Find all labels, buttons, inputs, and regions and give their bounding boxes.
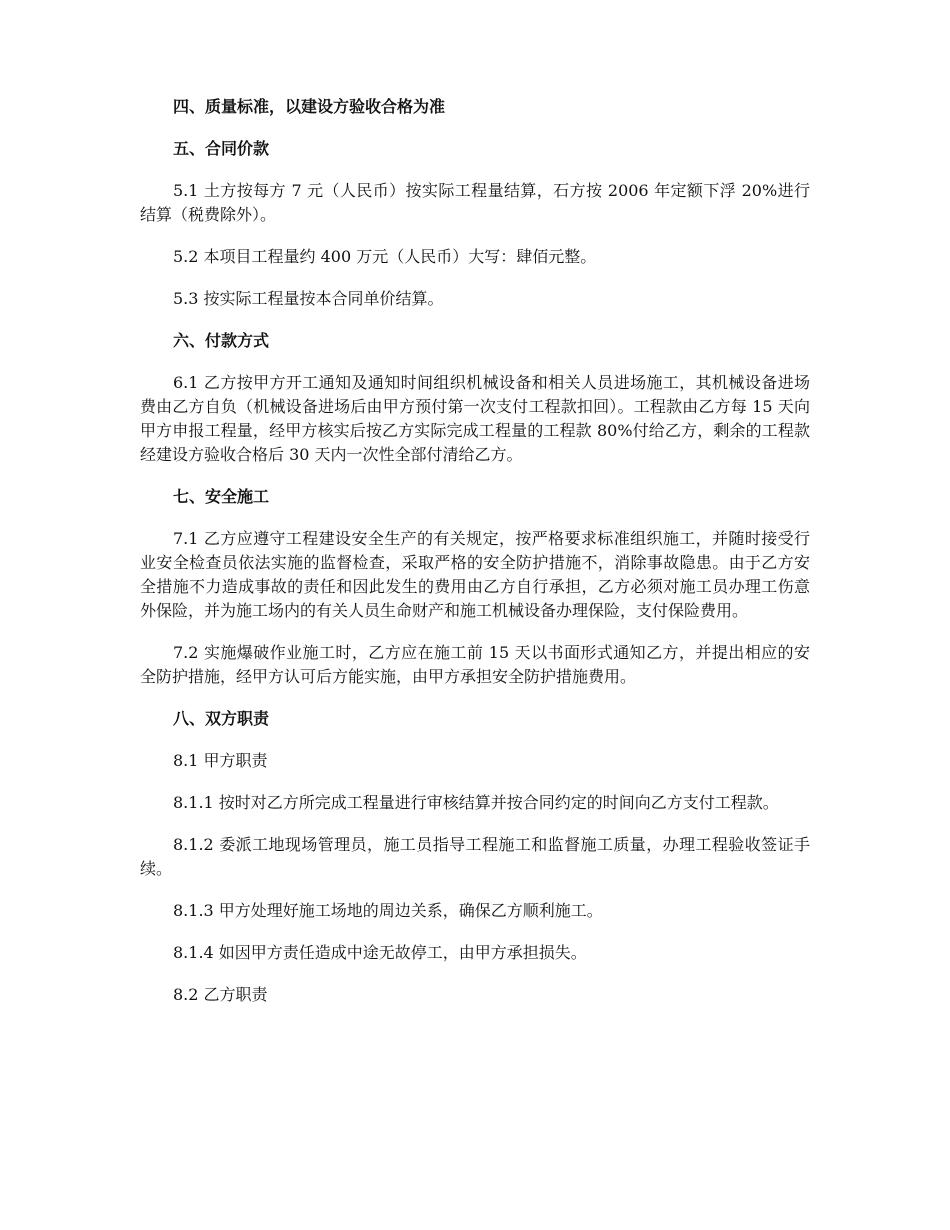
clause-8-1: 8.1 甲方职责 (173, 751, 268, 770)
clause-6-1: 6.1 乙方按甲方开工通知及通知时间组织机械设备和相关人员进场施工，其机械设备进场费由乙方自负（机械设备进场后由甲方预付第一次支付工程款扣回）。工程款由乙方每 15 天向甲方申报工程量，经甲方核实后按乙方实际完成工程量的工程款 80%付给乙方，剩余的工程款经建设方验收合格后 30 天内一次性全部付清给乙方。 (140, 373, 810, 464)
clause-7-1: 7.1 乙方应遵守工程建设安全生产的有关规定，按严格要求标准组织施工，并随时接受行业安全检查员依法实施的监督检查，采取严格的安全防护措施不，消除事故隐患。由于乙方安全措施不力造成事故的责任和因此发生的费用由乙方自行承担，乙方必须对施工员办理工伤意外保险，并为施工场内的有关人员生命财产和施工机械设备办理保险，支付保险费用。 (140, 529, 810, 620)
section-heading-payment: 六、付款方式 (173, 331, 270, 350)
clause-8-1-4: 8.1.4 如因甲方责任造成中途无故停工，由甲方承担损失。 (173, 943, 587, 962)
clause-5-2: 5.2 本项目工程量约 400 万元（人民币）大写：肆佰元整。 (173, 247, 597, 266)
clause-7-2: 7.2 实施爆破作业施工时，乙方应在施工前 15 天以书面形式通知乙方，并提出相应的安全防护措施，经甲方认可后方能实施，由甲方承担安全防护措施费用。 (140, 643, 810, 686)
section-heading-price: 五、合同价款 (173, 139, 270, 158)
clause-8-1-3: 8.1.3 甲方处理好施工场地的周边关系，确保乙方顺利施工。 (173, 901, 603, 920)
clause-8-1-1: 8.1.1 按时对乙方所完成工程量进行审核结算并按合同约定的时间向乙方支付工程款。 (173, 793, 779, 812)
clause-5-3: 5.3 按实际工程量按本合同单价结算。 (173, 289, 444, 308)
section-heading-quality: 四、质量标准，以建设方验收合格为准 (173, 97, 446, 116)
clause-8-1-2: 8.1.2 委派工地现场管理员，施工员指导工程施工和监督施工质量，办理工程验收签证手续。 (140, 835, 810, 878)
section-heading-duties: 八、双方职责 (173, 709, 270, 728)
section-heading-safety: 七、安全施工 (173, 487, 270, 506)
clause-5-1: 5.1 土方按每方 7 元（人民币）按实际工程量结算，石方按 2006 年定额下浮 20%进行结算（税费除外）。 (140, 181, 810, 224)
clause-8-2: 8.2 乙方职责 (173, 985, 268, 1004)
